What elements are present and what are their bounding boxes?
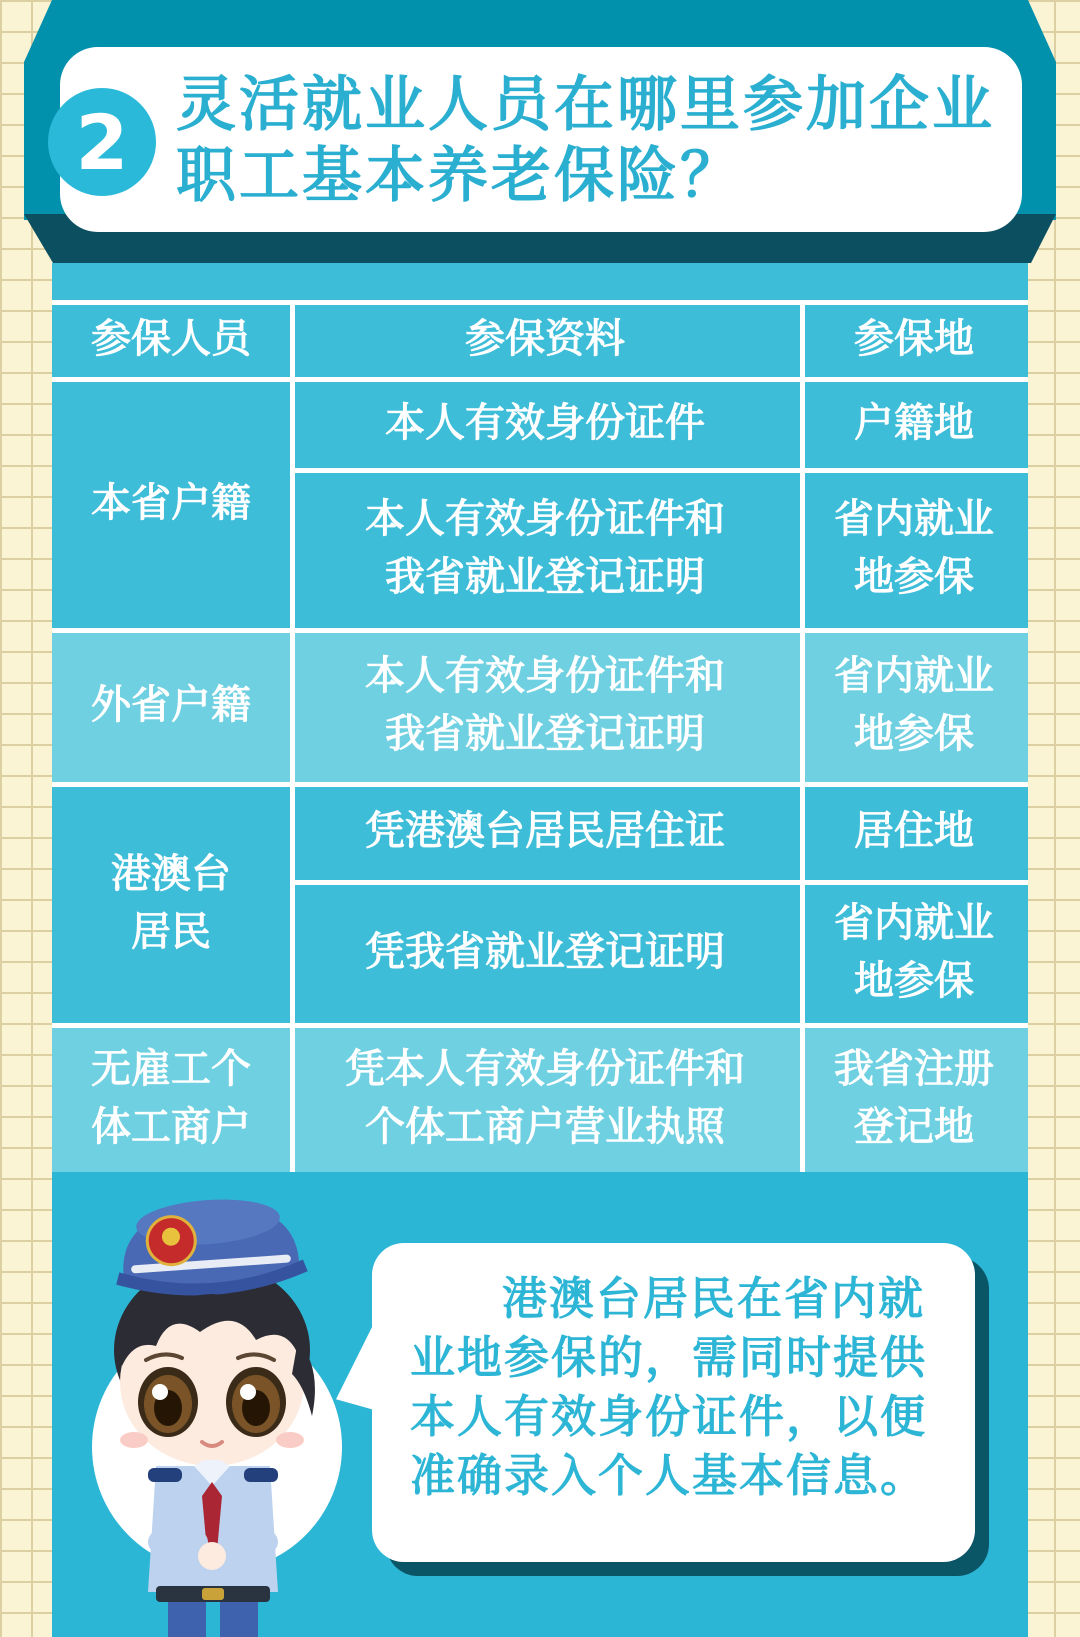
- table-cell-material: 凭我省就业登记证明: [365, 928, 725, 975]
- tax-officer-mascot-illustration: [60, 1190, 350, 1637]
- table-cell-person-local: 本省户籍: [91, 479, 251, 526]
- note-text: [410, 1269, 950, 1505]
- police-hat: [111, 1193, 309, 1301]
- table-cell-place: 省内就业 地参保: [834, 899, 994, 1004]
- note-line-1: 港澳台居民在省内就: [502, 1272, 926, 1325]
- table-header-person: 参保人员: [91, 315, 251, 362]
- note-line-3: 本人有效身份证件，以便: [410, 1390, 928, 1443]
- table-cell-material: 凭本人有效身份证件和 个体工商户营业执照: [345, 1045, 745, 1150]
- table-cell-place: 省内就业 地参保: [834, 653, 994, 757]
- table-cell-material: 本人有效身份证件和 我省就业登记证明: [365, 653, 725, 757]
- table-cell-material: 本人有效身份证件: [385, 399, 705, 446]
- table-cell-material: 本人有效身份证件和 我省就业登记证明: [365, 496, 725, 600]
- table-cell-place: 户籍地: [854, 399, 974, 446]
- table-cell-place: 居住地: [854, 808, 974, 854]
- table-cell-person-hmt: 港澳台 居民: [111, 850, 231, 955]
- page-title: [176, 70, 995, 212]
- page-title-line-1: 灵活就业人员在哪里参加企业: [176, 70, 995, 140]
- table-cell-place: 我省注册 登记地: [834, 1045, 994, 1150]
- table-header-material: 参保资料: [465, 315, 625, 362]
- table-cell-material: 凭港澳台居民居住证: [365, 808, 725, 854]
- table-header-place: 参保地: [854, 315, 974, 362]
- mascot-uniform: [148, 1460, 278, 1637]
- page-title-line-2: 职工基本养老保险？: [176, 141, 743, 211]
- note-line-4: 准确录入个人基本信息。: [410, 1449, 928, 1502]
- table-cell-person-self-employed: 无雇工个 体工商户: [91, 1045, 251, 1150]
- content-panel: [52, 263, 1028, 1637]
- note-line-2: 业地参保的，需同时提供: [410, 1331, 928, 1384]
- table-cell-place: 省内就业 地参保: [834, 496, 994, 600]
- table-cell-person-other: 外省户籍: [91, 682, 251, 728]
- section-number: 2: [75, 97, 129, 187]
- section-number-badge: [48, 88, 156, 196]
